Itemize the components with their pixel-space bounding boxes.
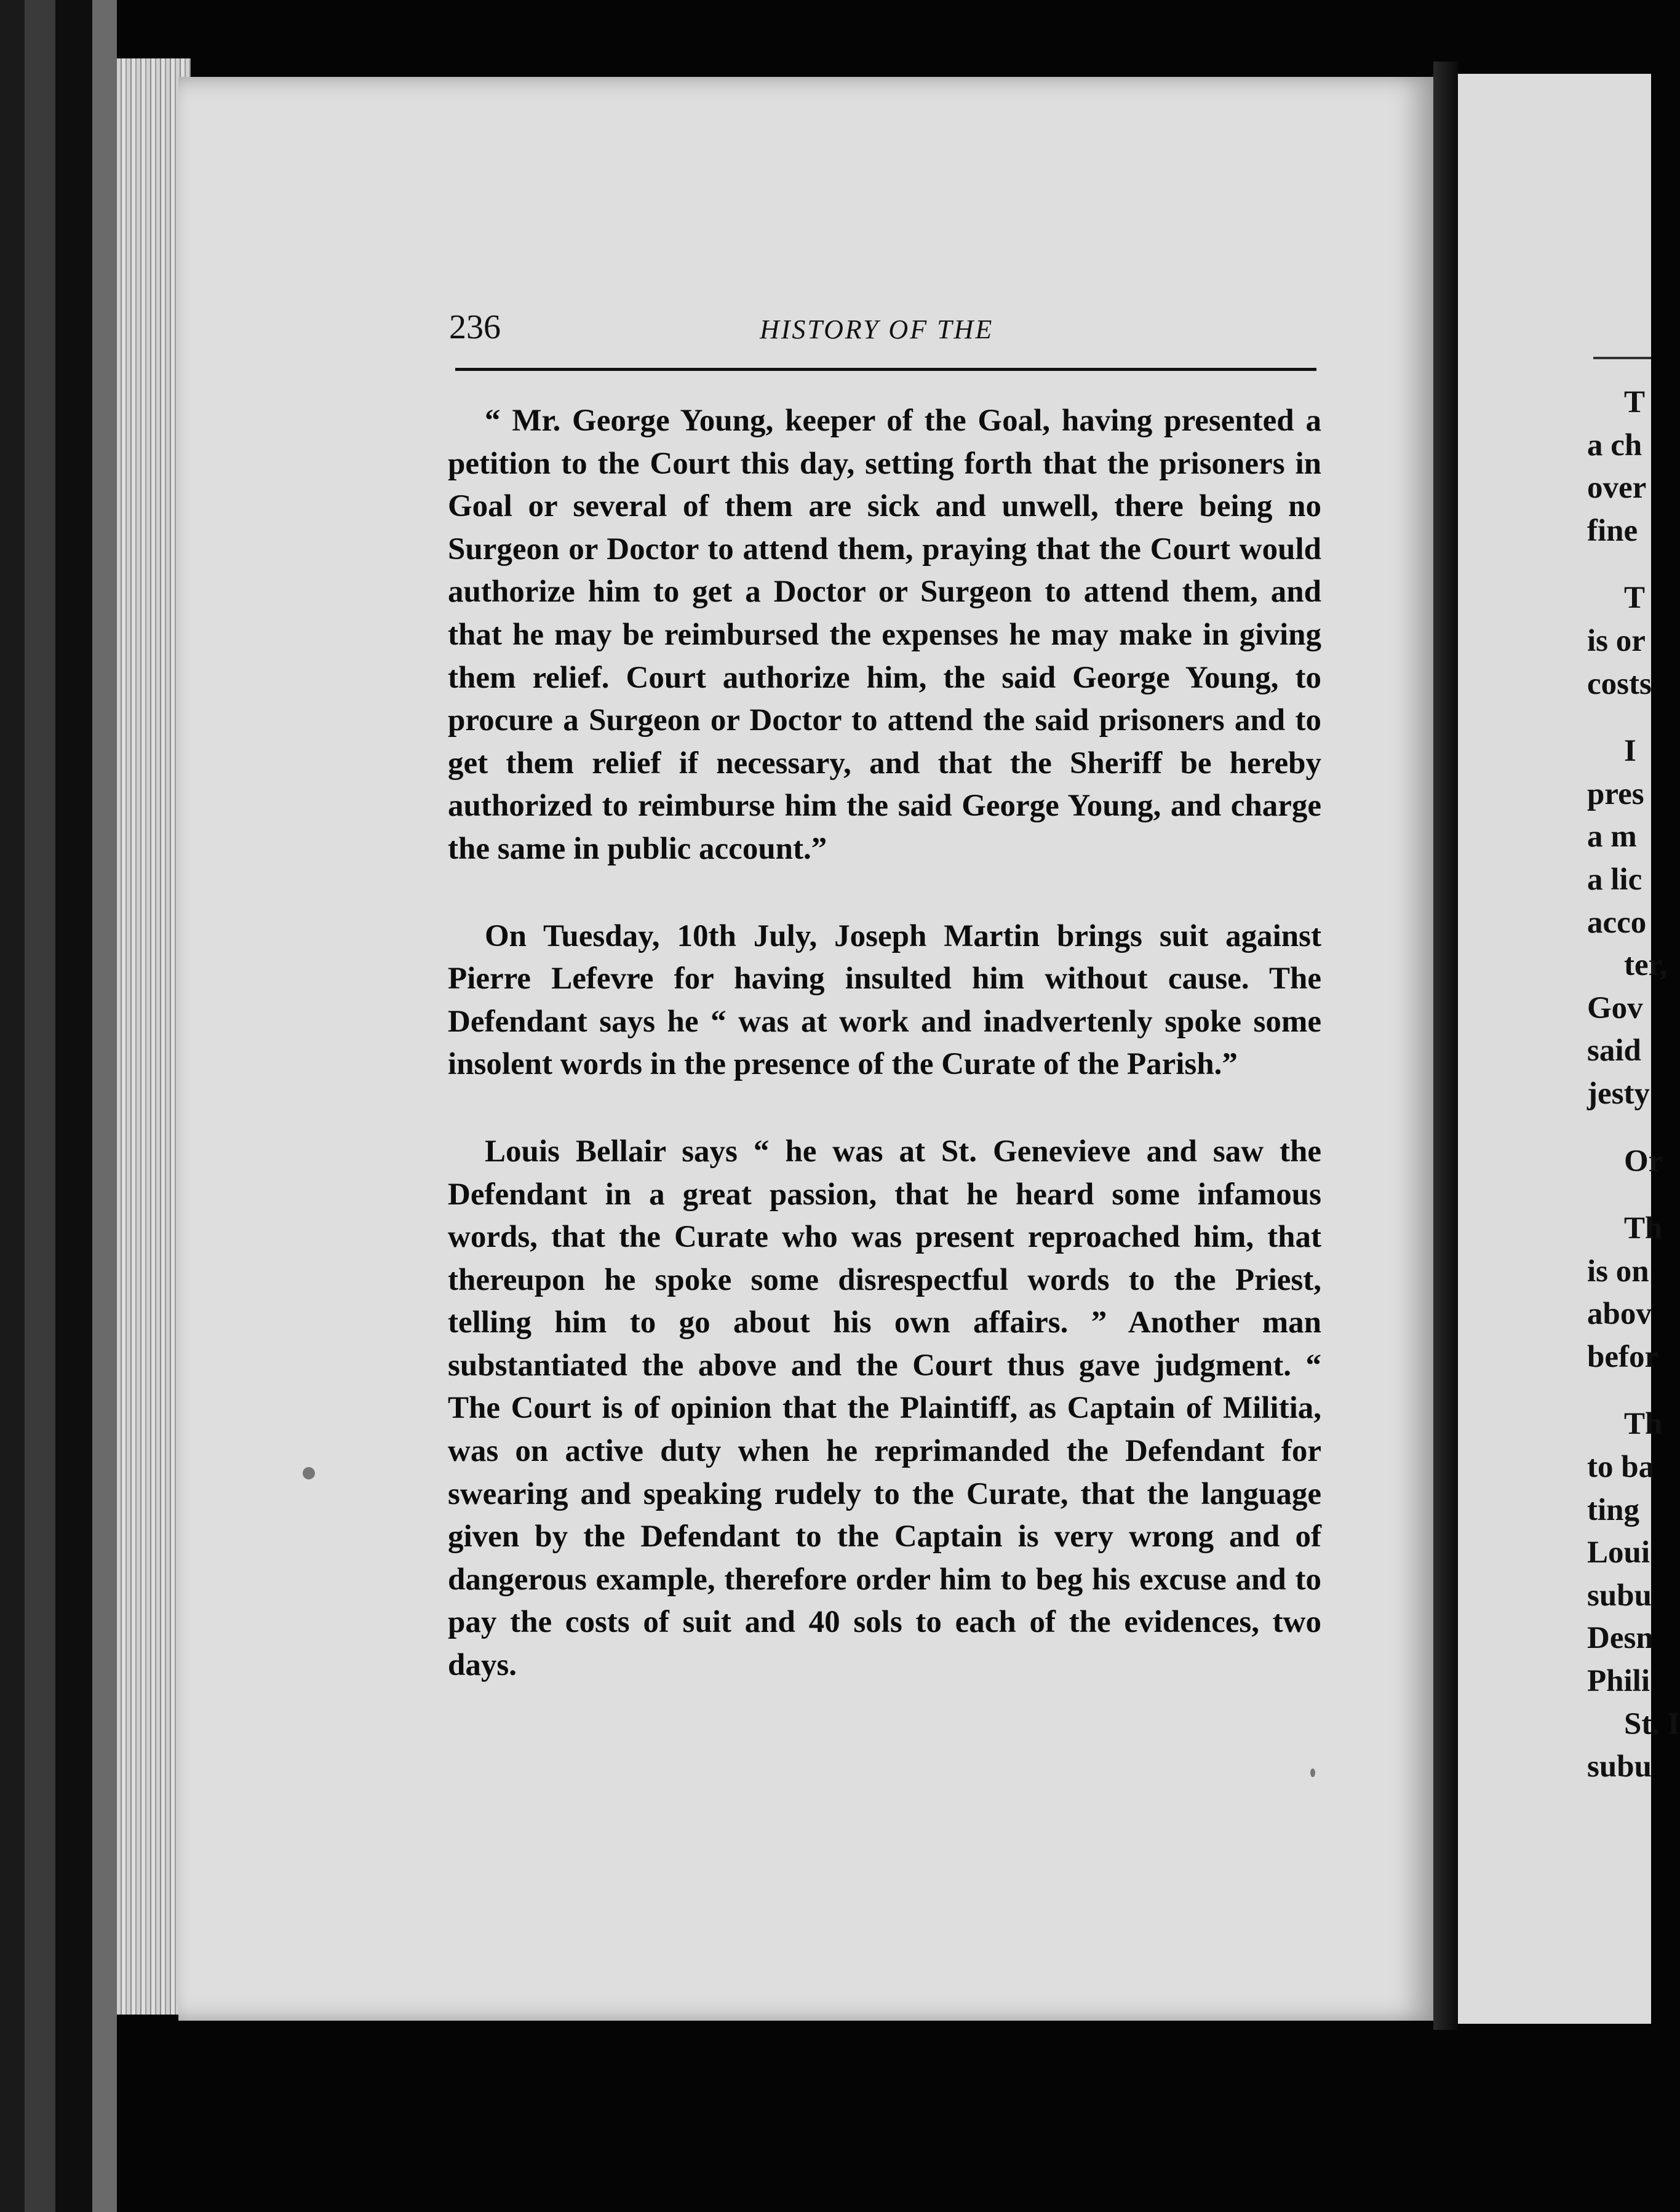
book-edge <box>25 0 55 2212</box>
right-fragment: befor <box>1587 1339 1659 1374</box>
right-fragment: ter, <box>1624 948 1668 983</box>
right-fragment: Desn <box>1587 1621 1654 1656</box>
right-fragment: a lic <box>1587 862 1642 897</box>
right-fragment: ting <box>1587 1492 1640 1527</box>
right-fragment: said <box>1587 1033 1641 1068</box>
right-fragment: abov <box>1587 1297 1652 1332</box>
page-body <box>448 400 1321 1732</box>
right-fragment: is on <box>1587 1254 1649 1289</box>
book-edge <box>55 0 92 2212</box>
right-fragment: Loui <box>1587 1535 1650 1570</box>
right-fragment: T <box>1624 581 1646 616</box>
right-fragment: Gov <box>1587 990 1643 1025</box>
right-fragment: Phili <box>1587 1664 1650 1699</box>
paragraph: Louis Bellair says “ he was at St. Genevieve and saw the Defendant in a great passion, that he heard some infamous words, that the Curate who was present reproached him, that thereupon he spoke some disrespectful words to the Priest, telling him to go about his own affairs. ” Another man substantiated the above and the Court thus gave judgment. “ The Court is of opinion that the Plaintiff, as Captain of Militia, was on active duty when he reprimanded the Defendant for swearing and speaking rudely to the Curate, that the language given by the Defendant to the Captain is very wrong and of dangerous example, therefore order him to beg his excuse and to pay the costs of suit and 40 sols to each of the evidences, two days. <box>448 1134 1321 1683</box>
right-fragment: acco <box>1587 905 1647 940</box>
right-fragment: fine <box>1587 513 1638 548</box>
paragraph: “ Mr. George Young, keeper of the Goal, having presented a petition to the Court this day, setting forth that the prisoners in Goal or several of them are sick and unwell, there being no Surgeon or Doctor to attend them, praying that the Court would authorize him to get a Doctor or Surgeon to attend them, and that he may be reimbursed the expenses he may make in giving them relief. Court authorize him, the said George Young, to procure a Surgeon or Doctor to attend the said prisoners and to get them relief if necessary, and that the Sheriff be hereby authorized to reimburse him the said George Young, and charge the same in public account.” <box>448 404 1321 866</box>
right-fragment: a ch <box>1587 428 1642 463</box>
right-fragment: Th <box>1624 1407 1663 1442</box>
right-fragment: subu <box>1587 1578 1652 1613</box>
right-fragment: over <box>1587 471 1647 506</box>
right-page-rule <box>1593 357 1651 359</box>
paper-speck <box>1310 1768 1315 1777</box>
right-fragment: Or <box>1624 1144 1663 1179</box>
book-edge <box>92 0 117 2212</box>
running-head: HISTORY OF THE <box>760 314 994 344</box>
right-fragment: subu <box>1587 1749 1652 1784</box>
right-fragment: a m <box>1587 819 1637 854</box>
right-fragment: jesty <box>1587 1076 1650 1111</box>
right-fragment: is or <box>1587 623 1646 658</box>
book-edge <box>0 0 25 2212</box>
right-fragment: T <box>1624 385 1646 420</box>
book-gutter <box>1433 62 1458 2030</box>
paper-speck <box>303 1467 315 1479</box>
paragraph: On Tuesday, 10th July, Joseph Martin brings suit against Pierre Lefevre for having insulted him without cause. The Defendant says he “ was at work and inadvertenly spoke some insolent words in the presence of the Curate of the Parish.” <box>448 918 1321 1082</box>
right-fragment: I <box>1624 734 1636 769</box>
right-fragment: to ba <box>1587 1450 1655 1485</box>
right-fragment: Th <box>1624 1211 1663 1246</box>
page-header <box>449 308 1310 357</box>
right-fragment: St. I <box>1624 1706 1680 1741</box>
page-number: 236 <box>449 308 501 346</box>
right-fragment: costs <box>1587 666 1652 701</box>
right-fragment: pres <box>1587 776 1644 811</box>
right-page-text <box>1587 381 1680 1789</box>
header-rule <box>455 368 1316 371</box>
